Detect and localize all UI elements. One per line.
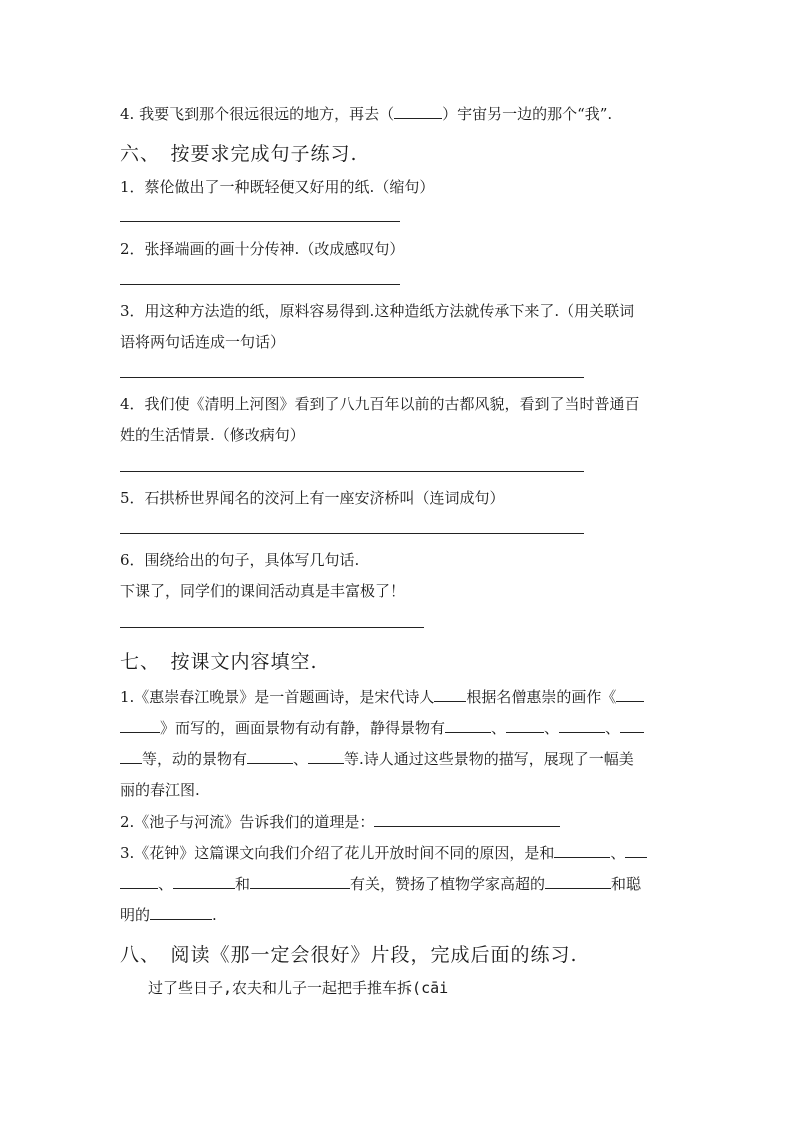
blank[interactable] xyxy=(150,905,212,920)
s7-i3-text: 有关，赞扬了植物学家高超的 xyxy=(350,875,546,893)
s7-i3-line1 xyxy=(120,842,647,863)
s7-i1-line3 xyxy=(120,748,634,769)
s7-i1-line4: 丽的春江图. xyxy=(120,781,200,799)
answer-line[interactable] xyxy=(120,533,584,534)
s7-i3-text: 和聪 xyxy=(611,875,642,893)
s7-i1-text: 1.《惠崇春江晚景》是一首题画诗，是宋代诗人 xyxy=(120,688,435,706)
blank[interactable] xyxy=(620,718,644,733)
s7-i1-text: 等.诗人通过这些景物的描写，展现了一幅美 xyxy=(344,750,634,768)
blank[interactable] xyxy=(308,749,344,764)
s7-i1-text: 等，动的景物有 xyxy=(142,750,248,768)
blank[interactable] xyxy=(120,749,142,764)
s6-q3-line1: 3．用这种方法造的纸，原料容易得到.这种造纸方法就传承下来了.（用关联词 xyxy=(120,302,635,320)
blank[interactable] xyxy=(545,874,611,889)
section7-heading: 七、 按课文内容填空. xyxy=(120,651,318,673)
answer-line[interactable] xyxy=(120,471,584,472)
blank[interactable] xyxy=(120,718,160,733)
s6-q6-line2: 下课了，同学们的课间活动真是丰富极了！ xyxy=(120,582,406,600)
section8-heading: 八、 阅读《那一定会很好》片段，完成后面的练习. xyxy=(120,944,578,966)
blank[interactable] xyxy=(554,843,610,858)
answer-line[interactable] xyxy=(120,284,400,285)
s7-i3-text: 和 xyxy=(235,875,251,893)
separator: 、 xyxy=(605,719,621,737)
s7-i3-text: 3.《花钟》这篇课文向我们介绍了花儿开放时间不同的原因，是和 xyxy=(120,844,555,862)
separator: 、 xyxy=(610,844,626,862)
separator: 、 xyxy=(491,719,507,737)
answer-line[interactable] xyxy=(120,221,400,222)
s7-i2-text: 2.《池子与河流》告诉我们的道理是： xyxy=(120,813,375,831)
blank[interactable] xyxy=(173,874,235,889)
blank[interactable] xyxy=(250,874,350,889)
s7-i3-line3 xyxy=(120,904,217,925)
answer-line[interactable] xyxy=(120,627,424,628)
s6-q1: 1．蔡伦做出了一种既轻便又好用的纸.（缩句） xyxy=(120,178,435,196)
s6-q3-line2: 语将两句话连成一句话） xyxy=(120,333,286,351)
separator: 、 xyxy=(293,750,309,768)
s7-i1-text: 根据名僧惠崇的画作《 xyxy=(466,688,617,706)
s8-paragraph: 过了些日子,农夫和儿子一起把手推车拆(cāi xyxy=(148,979,449,997)
s5-q4 xyxy=(120,103,612,124)
blank[interactable] xyxy=(625,843,647,858)
s6-q4-line1: 4．我们使《清明上河图》看到了八九百年以前的古都风貌，看到了当时普通百 xyxy=(120,395,640,413)
s7-i3-line2 xyxy=(120,873,641,894)
s6-q2: 2．张择端画的画十分传神.（改成感叹句） xyxy=(120,240,405,258)
blank[interactable] xyxy=(506,718,544,733)
s7-i3-text: 明的 xyxy=(120,906,151,924)
s6-q5: 5．石拱桥世界闻名的洨河上有一座安济桥叫（连词成句） xyxy=(120,489,505,507)
blank[interactable] xyxy=(616,687,644,702)
s6-q4-line2: 姓的生活情景.（修改病句） xyxy=(120,426,305,444)
period: . xyxy=(212,906,217,924)
s7-i2 xyxy=(120,811,560,832)
s5-q4-text-b: ）宇宙另一边的那个“我”. xyxy=(442,105,613,123)
separator: 、 xyxy=(158,875,174,893)
s7-i1-text: 》而写的，画面景物有动有静，静得景物有 xyxy=(160,719,446,737)
answer-line[interactable] xyxy=(120,377,584,378)
s7-i1-line2 xyxy=(120,717,644,738)
s7-i1-line1 xyxy=(120,686,644,707)
separator: 、 xyxy=(544,719,560,737)
blank[interactable] xyxy=(394,104,442,119)
blank[interactable] xyxy=(434,687,466,702)
blank[interactable] xyxy=(120,874,158,889)
s6-q6-line1: 6．围绕给出的句子，具体写几句话. xyxy=(120,551,360,569)
blank[interactable] xyxy=(559,718,605,733)
blank[interactable] xyxy=(247,749,293,764)
blank[interactable] xyxy=(374,812,560,827)
section6-heading: 六、 按要求完成句子练习. xyxy=(120,143,358,165)
s5-q4-text-a: 4. 我要飞到那个很远很远的地方，再去（ xyxy=(120,105,395,123)
blank[interactable] xyxy=(445,718,491,733)
